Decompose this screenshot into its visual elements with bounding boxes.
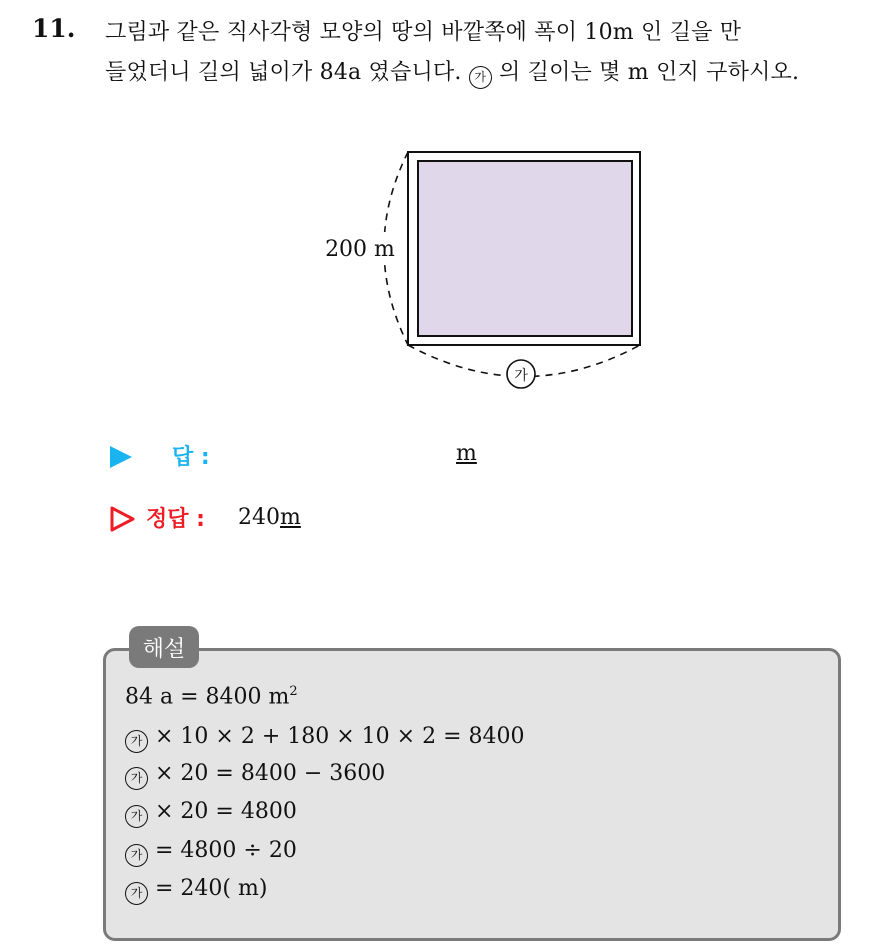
question-text-line2-start: 들었더니 길의 넓이가 84a 였습니다. — [105, 60, 462, 85]
answer-unit: m — [456, 441, 477, 466]
height-label: 200 m — [325, 237, 395, 262]
solution-line-4 — [125, 799, 297, 828]
solution-line-6-text: = 240( m) — [155, 876, 268, 901]
solution-line-1-text: 84 a = 8400 m — [125, 684, 290, 710]
solution-tag: 해설 — [129, 626, 199, 668]
circled-ga-symbol: 가 — [469, 66, 492, 89]
answer-arrow-icon — [110, 446, 132, 468]
answer-label: 답 : — [172, 445, 210, 470]
solution-line-1 — [125, 684, 298, 709]
correct-answer — [238, 505, 301, 530]
solution-line-4-text: × 20 = 4800 — [155, 799, 297, 824]
correct-answer-value: 240 — [238, 505, 280, 530]
circled-ga-symbol: 가 — [125, 730, 148, 753]
width-label: 가 — [514, 368, 528, 384]
correct-answer-arrow-icon — [109, 505, 137, 533]
solution-line-1-exponent: 2 — [289, 684, 298, 699]
solution-line-3-text: × 20 = 8400 − 3600 — [155, 761, 386, 786]
question-text-line2 — [105, 55, 799, 89]
rectangle-figure — [300, 140, 660, 400]
inner-field — [418, 161, 632, 336]
correct-answer-label: 정답 : — [146, 507, 205, 532]
question-text-line1: 그림과 같은 직사각형 모양의 땅의 바깥쪽에 폭이 10m 인 길을 만 — [105, 20, 742, 45]
correct-answer-unit: m — [280, 505, 301, 530]
question-number: 11. — [32, 14, 76, 43]
circled-ga-symbol: 가 — [125, 805, 148, 828]
solution-line-2 — [125, 724, 525, 753]
solution-line-5-text: = 4800 ÷ 20 — [155, 838, 297, 863]
solution-line-2-text: × 10 × 2 + 180 × 10 × 2 = 8400 — [155, 724, 525, 749]
circled-ga-symbol: 가 — [125, 844, 148, 867]
solution-line-5 — [125, 838, 297, 867]
solution-line-3 — [125, 761, 385, 790]
circled-ga-symbol: 가 — [125, 767, 148, 790]
question-text-line2-end: 의 길이는 몇 m 인지 구하시오. — [498, 60, 800, 85]
solution-line-6 — [125, 876, 267, 905]
circled-ga-symbol: 가 — [125, 882, 148, 905]
